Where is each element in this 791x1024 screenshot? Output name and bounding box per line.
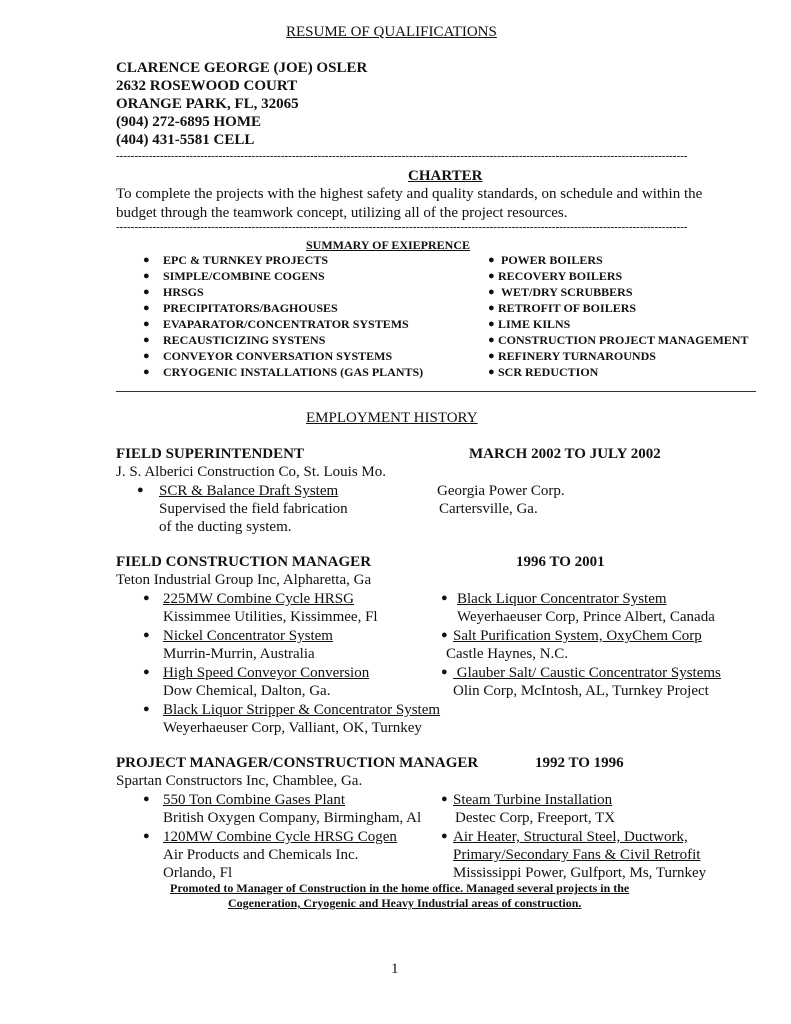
bullet-icon: ● xyxy=(143,366,150,378)
project-name: Air Heater, Structural Steel, Ductwork, xyxy=(453,829,688,845)
summary-item: EVAPARATOR/CONCENTRATOR SYSTEMS xyxy=(163,317,409,331)
job-title: PROJECT MANAGER/CONSTRUCTION MANAGER xyxy=(116,755,479,771)
summary-item: EPC & TURNKEY PROJECTS xyxy=(163,253,329,267)
project-name: 120MW Combine Cycle HRSG Cogen xyxy=(163,829,397,845)
project-desc: British Oxygen Company, Birmingham, Al xyxy=(163,810,422,826)
contact-phone-cell: (404) 431-5581 CELL xyxy=(116,132,255,148)
summary-item: SIMPLE/COMBINE COGENS xyxy=(163,269,325,283)
summary-item: LIME KILNS xyxy=(498,317,571,331)
bullet-icon: ● xyxy=(143,286,150,298)
charter-heading: CHARTER xyxy=(408,168,483,184)
project-name: 550 Ton Combine Gases Plant xyxy=(163,792,345,808)
contact-name: CLARENCE GEORGE (JOE) OSLER xyxy=(116,60,368,76)
project-desc: Dow Chemical, Dalton, Ga. xyxy=(163,683,331,699)
summary-item: SCR REDUCTION xyxy=(498,365,599,379)
contact-phone-home: (904) 272-6895 HOME xyxy=(116,114,261,130)
promotion-note: Promoted to Manager of Construction in the home office. Managed several projects in the xyxy=(170,881,630,895)
bullet-icon: ● xyxy=(143,703,150,715)
job-company: Teton Industrial Group Inc, Alpharetta, Ga xyxy=(116,572,372,588)
project-location: Cartersville, Ga. xyxy=(439,501,538,517)
project-desc: Murrin-Murrin, Australia xyxy=(163,646,315,662)
project-desc: Castle Haynes, N.C. xyxy=(446,646,569,662)
project-name: Black Liquor Concentrator System xyxy=(457,591,667,607)
bullet-icon: ● xyxy=(441,666,448,678)
employment-heading: EMPLOYMENT HISTORY xyxy=(306,410,478,426)
contact-address-line1: 2632 ROSEWOOD COURT xyxy=(116,78,298,94)
bullet-icon: ● xyxy=(488,318,495,330)
bullet-icon: ● xyxy=(143,830,150,842)
project-name: Glauber Salt/ Caustic Concentrator Systems xyxy=(453,665,721,681)
project-name: Steam Turbine Installation xyxy=(453,792,613,808)
bullet-icon: ● xyxy=(143,334,150,346)
bullet-icon: ● xyxy=(488,286,495,298)
document-title: RESUME OF QUALIFICATIONS xyxy=(286,24,497,40)
charter-text-line1: To complete the projects with the highest safety and quality standards, on schedule and within the xyxy=(116,186,703,202)
project-client: Georgia Power Corp. xyxy=(437,483,565,499)
project-desc: Destec Corp, Freeport, TX xyxy=(455,810,616,826)
job-company: Spartan Constructors Inc, Chamblee, Ga. xyxy=(116,773,363,789)
bullet-icon: ● xyxy=(441,830,448,842)
summary-heading: SUMMARY OF EXIEPRENCE xyxy=(306,238,471,252)
bullet-icon: ● xyxy=(488,350,495,362)
bullet-icon: ● xyxy=(143,592,150,604)
summary-item: RETROFIT OF BOILERS xyxy=(498,301,637,315)
project-name: Nickel Concentrator System xyxy=(163,628,333,644)
charter-text-line2: budget through the teamwork concept, utilizing all of the project resources. xyxy=(116,205,568,221)
bullet-icon: ● xyxy=(137,484,144,496)
dashed-separator: ------------------------------------------------------------------------------------------------------------------------------------------------------------ xyxy=(116,221,688,233)
promotion-note: Cogeneration, Cryogenic and Heavy Industrial areas of construction. xyxy=(228,896,582,910)
summary-item: WET/DRY SCRUBBERS xyxy=(501,285,633,299)
summary-item: REFINERY TURNAROUNDS xyxy=(498,349,656,363)
job-dates: 1992 TO 1996 xyxy=(535,755,624,771)
summary-item: RECOVERY BOILERS xyxy=(498,269,623,283)
contact-address-line2: ORANGE PARK, FL, 32065 xyxy=(116,96,299,112)
job-dates: MARCH 2002 TO JULY 2002 xyxy=(469,446,661,462)
horizontal-rule xyxy=(116,391,756,392)
summary-item: POWER BOILERS xyxy=(501,253,603,267)
project-name: 225MW Combine Cycle HRSG xyxy=(163,591,354,607)
page-number: 1 xyxy=(391,961,399,977)
project-name: Black Liquor Stripper & Concentrator System xyxy=(163,702,441,718)
project-desc: Air Products and Chemicals Inc. xyxy=(163,847,359,863)
project-name: Salt Purification System, OxyChem Corp xyxy=(453,628,702,644)
project-desc: Weyerhaeuser Corp, Prince Albert, Canada xyxy=(457,609,715,625)
project-name: High Speed Conveyor Conversion xyxy=(163,665,370,681)
bullet-icon: ● xyxy=(143,270,150,282)
bullet-icon: ● xyxy=(143,666,150,678)
summary-item: CONSTRUCTION PROJECT MANAGEMENT xyxy=(498,333,749,347)
summary-item: HRSGS xyxy=(163,285,204,299)
bullet-icon: ● xyxy=(143,318,150,330)
dashed-separator: ------------------------------------------------------------------------------------------------------------------------------------------------------------ xyxy=(116,150,688,162)
bullet-icon: ● xyxy=(488,270,495,282)
bullet-icon: ● xyxy=(488,334,495,346)
project-desc: Orlando, Fl xyxy=(163,865,233,881)
bullet-icon: ● xyxy=(143,254,150,266)
bullet-icon: ● xyxy=(143,302,150,314)
summary-item: PRECIPITATORS/BAGHOUSES xyxy=(163,301,338,315)
bullet-icon: ● xyxy=(441,592,448,604)
project-desc: Weyerhaeuser Corp, Valliant, OK, Turnkey xyxy=(163,720,422,736)
bullet-icon: ● xyxy=(441,629,448,641)
bullet-icon: ● xyxy=(143,629,150,641)
summary-item: RECAUSTICIZING SYSTENS xyxy=(163,333,326,347)
summary-item: CRYOGENIC INSTALLATIONS (GAS PLANTS) xyxy=(163,365,424,379)
bullet-icon: ● xyxy=(143,350,150,362)
bullet-icon: ● xyxy=(488,254,495,266)
bullet-icon: ● xyxy=(488,366,495,378)
job-dates: 1996 TO 2001 xyxy=(516,554,605,570)
project-desc: Kissimmee Utilities, Kissimmee, Fl xyxy=(163,609,378,625)
job-title: FIELD CONSTRUCTION MANAGER xyxy=(116,554,372,570)
job-company: J. S. Alberici Construction Co, St. Louis Mo. xyxy=(116,464,387,480)
summary-item: CONVEYOR CONVERSATION SYSTEMS xyxy=(163,349,393,363)
project-desc: Olin Corp, McIntosh, AL, Turnkey Project xyxy=(453,683,709,699)
project-desc: of the ducting system. xyxy=(159,519,292,535)
project-name: Primary/Secondary Fans & Civil Retrofit xyxy=(453,847,701,863)
bullet-icon: ● xyxy=(143,793,150,805)
bullet-icon: ● xyxy=(488,302,495,314)
bullet-icon: ● xyxy=(441,793,448,805)
job-title: FIELD SUPERINTENDENT xyxy=(116,446,304,462)
project-desc: Supervised the field fabrication xyxy=(159,501,348,517)
project-name: SCR & Balance Draft System xyxy=(159,483,339,499)
project-desc: Mississippi Power, Gulfport, Ms, Turnkey xyxy=(453,865,707,881)
